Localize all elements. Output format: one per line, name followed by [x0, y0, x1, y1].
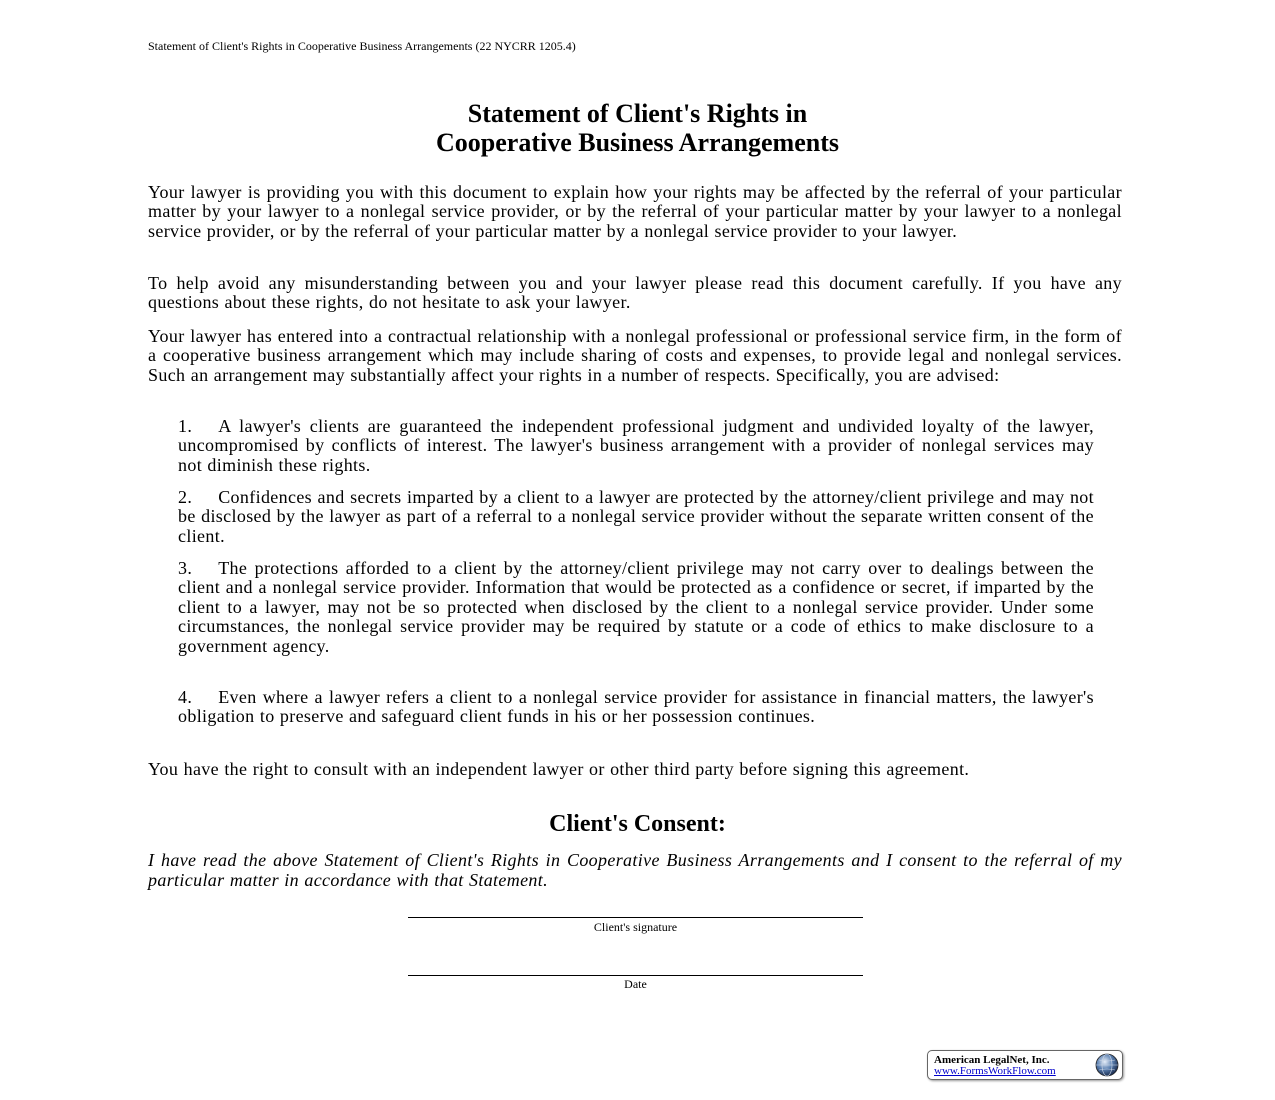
advisory-number: 4.	[178, 687, 193, 707]
advisory-number: 1.	[178, 416, 193, 436]
intro-paragraph-1: Your lawyer is providing you with this document to explain how your rights may be affected by the referral of your particular matter by your lawyer to a nonlegal service provider, or by the referral of your particular matter by your lawyer to a nonlegal service provider, or by the referral of your particular matter by a nonlegal service provider to your lawyer.	[148, 182, 1122, 241]
advisory-item-3	[178, 559, 1094, 656]
intro-paragraph-3: Your lawyer has entered into a contractual relationship with a nonlegal professional or professional service firm, in the form of a cooperative business arrangement which may include sharing of costs and expenses, to provide legal and nonlegal services. Such an arrangement may substantially affect your rights in a number of respects. Specifically, you are advised:	[148, 326, 1122, 385]
date-line[interactable]	[408, 975, 863, 976]
closing-paragraph: You have the right to consult with an independent lawyer or other third party before signing this agreement.	[148, 759, 970, 779]
advisory-text: A lawyer's clients are guaranteed the independent professional judgment and undivided loyalty of the lawyer, uncompromised by conflicts of interest. The lawyer's business arrangement with a provider of nonlegal services may not diminish these rights.	[178, 416, 1094, 475]
advisory-number: 3.	[178, 558, 193, 578]
advisory-item-2	[178, 488, 1094, 546]
signature-line[interactable]	[408, 917, 863, 918]
intro-paragraph-2: To help avoid any misunderstanding between you and your lawyer please read this document carefully. If you have any questions about these rights, do not hesitate to ask your lawyer.	[148, 273, 1122, 313]
footer-logo	[927, 1050, 1123, 1080]
document-title-line-2: Cooperative Business Arrangements	[436, 128, 839, 157]
advisory-text: The protections afforded to a client by the attorney/client privilege may not carry over to dealings between the client and a nonlegal service provider. Information that would be protected as a confidence or secret, if imparted by the client to a lawyer, may not be so protected when disclosed by the client to a nonlegal service provider. Under some circumstances, the nonlegal service provider may be required by statute or a code of ethics to make disclosure to a government agency.	[178, 558, 1094, 656]
logo-website-link[interactable]: www.FormsWorkFlow.com	[934, 1065, 1056, 1077]
date-label: Date	[624, 977, 647, 991]
signature-label: Client's signature	[593, 920, 678, 934]
advisory-text: Even where a lawyer refers a client to a nonlegal service provider for assistance in financial matters, the lawyer's obligation to preserve and safeguard client funds in his or her possession continues.	[178, 687, 1094, 727]
document-title-line-1: Statement of Client's Rights in	[467, 99, 808, 128]
document-title	[0, 99, 1275, 157]
advisory-number: 2.	[178, 487, 193, 507]
logo-company-name: American LegalNet, Inc.	[934, 1054, 1050, 1066]
consent-heading: Client's Consent:	[549, 811, 726, 837]
advisory-text: Confidences and secrets imparted by a client to a lawyer are protected by the attorney/client privilege and may not be disclosed by the lawyer as part of a referral to a nonlegal service provider without the separate written consent of the client.	[178, 487, 1094, 546]
running-header: Statement of Client's Rights in Cooperative Business Arrangements (22 NYCRR 1205.4)	[148, 39, 576, 53]
advisory-item-4	[178, 688, 1094, 727]
consent-statement: I have read the above Statement of Client's Rights in Cooperative Business Arrangements and I consent to the referral of my particular matter in accordance with that Statement.	[148, 850, 1122, 890]
advisory-item-1	[178, 417, 1094, 475]
globe-icon	[1095, 1053, 1119, 1077]
